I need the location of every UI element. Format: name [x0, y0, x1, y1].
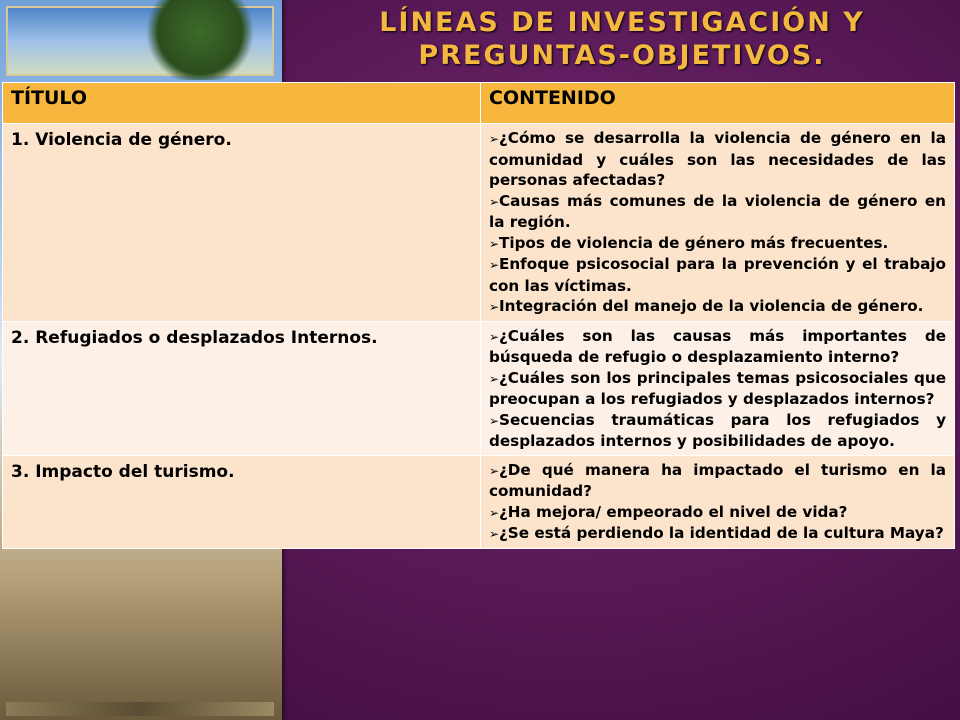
row-content — [481, 455, 955, 548]
header-titulo: TÍTULO — [3, 83, 481, 124]
slide-title: LÍNEAS DE INVESTIGACIÓN Y PREGUNTAS-OBJETIVOS. — [379, 7, 865, 71]
list-item: ➢Tipos de violencia de género más frecuentes. — [489, 233, 946, 255]
row-title: 3. Impacto del turismo. — [3, 455, 481, 548]
list-item: ➢¿De qué manera ha impactado el turismo en la comunidad? — [489, 460, 946, 500]
tree-image — [140, 0, 260, 80]
table-header-row — [3, 83, 955, 124]
list-item: ➢¿Se está perdiendo la identidad de la cultura Maya? — [489, 523, 946, 545]
table-row — [3, 124, 955, 322]
list-item: ➢¿Cómo se desarrolla la violencia de género en la comunidad y cuáles son las necesidades de las personas afectadas? — [489, 129, 946, 189]
row-title: 2. Refugiados o desplazados Internos. — [3, 321, 481, 455]
arrow-bullet-icon: ➢ — [489, 463, 500, 478]
list-item: ➢Causas más comunes de la violencia de género en la región. — [489, 191, 946, 231]
arrow-bullet-icon: ➢ — [489, 258, 500, 272]
arrow-bullet-icon: ➢ — [489, 527, 500, 541]
row-content — [481, 321, 955, 455]
arrow-bullet-icon: ➢ — [489, 371, 500, 386]
list-item: ➢Secuencias traumáticas para los refugiados y desplazados internos y posibilidades de apoyo. — [489, 410, 946, 450]
arrow-bullet-icon: ➢ — [489, 132, 500, 146]
arrow-bullet-icon: ➢ — [489, 194, 500, 209]
row-title: 1. Violencia de género. — [3, 124, 481, 322]
arrow-bullet-icon: ➢ — [489, 505, 500, 520]
row-content — [481, 124, 955, 322]
arrow-bullet-icon: ➢ — [489, 300, 500, 314]
list-item: ➢Enfoque psicosocial para la prevención y el trabajo con las víctimas. — [489, 255, 946, 295]
list-item: ➢Integración del manejo de la violencia de género. — [489, 296, 946, 318]
list-item: ➢¿Ha mejora/ empeorado el nivel de vida? — [489, 502, 946, 524]
photo-bottom-strip — [6, 702, 274, 716]
table-row — [3, 455, 955, 548]
list-item: ➢¿Cuáles son las causas más importantes de búsqueda de refugio o desplazamiento interno? — [489, 326, 946, 366]
research-lines-table — [2, 82, 955, 549]
arrow-bullet-icon: ➢ — [489, 236, 500, 251]
table-row — [3, 321, 955, 455]
list-item: ➢¿Cuáles son los principales temas psicosociales que preocupan a los refugiados y desplazados internos? — [489, 368, 946, 408]
arrow-bullet-icon: ➢ — [489, 413, 500, 428]
arrow-bullet-icon: ➢ — [489, 329, 500, 344]
header-contenido: CONTENIDO — [481, 83, 955, 124]
